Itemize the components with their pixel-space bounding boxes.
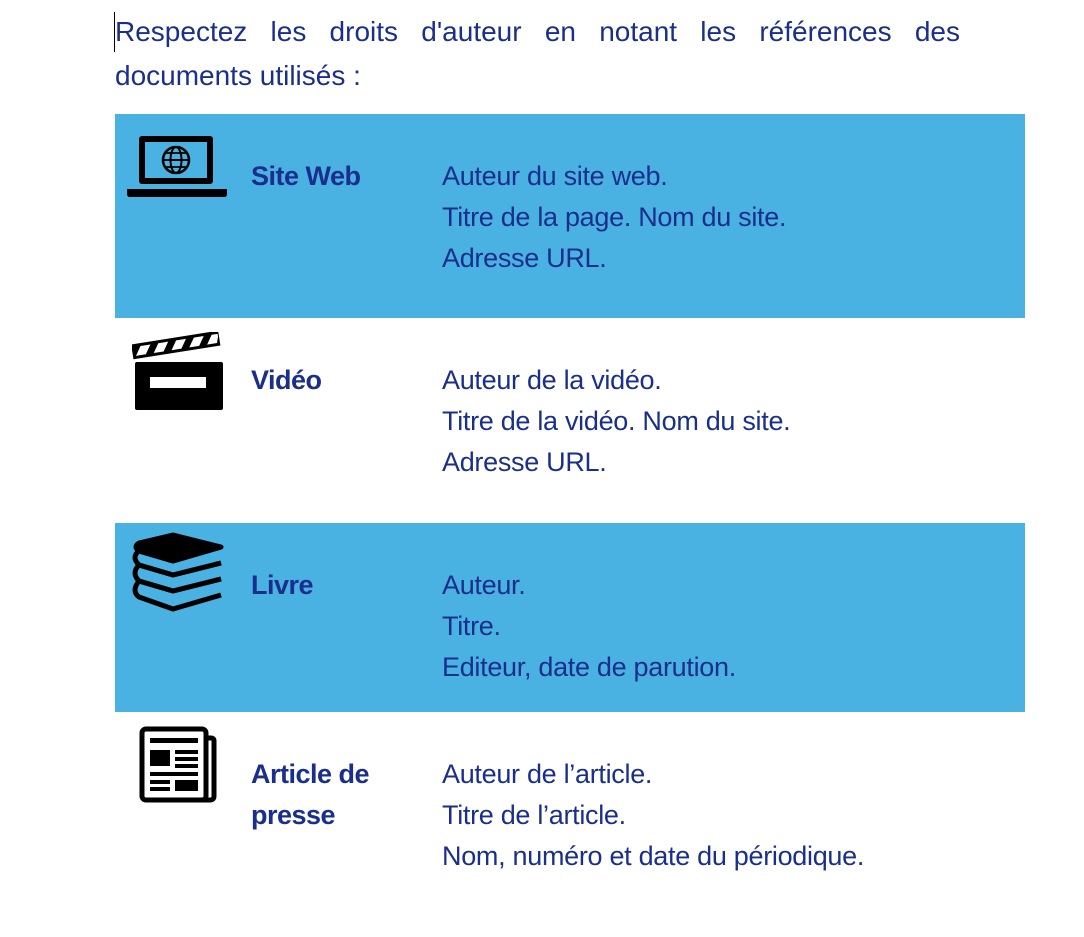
references-table (115, 114, 1025, 912)
row-type-label-line: Article de (251, 759, 370, 789)
reference-line: Titre de la page. Nom du site. (442, 202, 787, 232)
reference-line: Titre de l’article. (442, 800, 626, 830)
reference-line: Editeur, date de parution. (442, 652, 736, 682)
row-reference-lines (442, 360, 790, 483)
row-type-label: Vidéo (251, 365, 322, 395)
reference-line: Auteur du site web. (442, 161, 668, 191)
table-row (115, 318, 1025, 523)
newspaper-icon (139, 726, 217, 809)
row-reference-lines (442, 754, 864, 877)
reference-line: Titre de la vidéo. Nom du site. (442, 406, 791, 436)
reference-line: Auteur de la vidéo. (442, 365, 662, 395)
reference-line: Titre. (442, 611, 501, 641)
row-type-label: Site Web (251, 161, 361, 191)
table-row (115, 523, 1025, 712)
clapperboard-icon (132, 332, 224, 417)
reference-line: Auteur de l’article. (442, 759, 653, 789)
table-row (115, 114, 1025, 318)
row-type-label-line: presse (251, 800, 336, 830)
intro-paragraph: Respectez les droits d'auteur en notant les références des documents utilisés : (115, 16, 960, 91)
reference-line: Auteur. (442, 570, 526, 600)
books-stack-icon (129, 531, 225, 626)
row-type-label (251, 754, 369, 836)
reference-line: Adresse URL. (442, 447, 607, 477)
table-row (115, 712, 1025, 912)
reference-line: Nom, numéro et date du périodique. (442, 841, 865, 871)
row-type-label: Livre (251, 570, 314, 600)
row-reference-lines (442, 565, 736, 688)
row-reference-lines (442, 156, 786, 279)
laptop-web-icon (125, 134, 229, 205)
reference-line: Adresse URL. (442, 243, 607, 273)
